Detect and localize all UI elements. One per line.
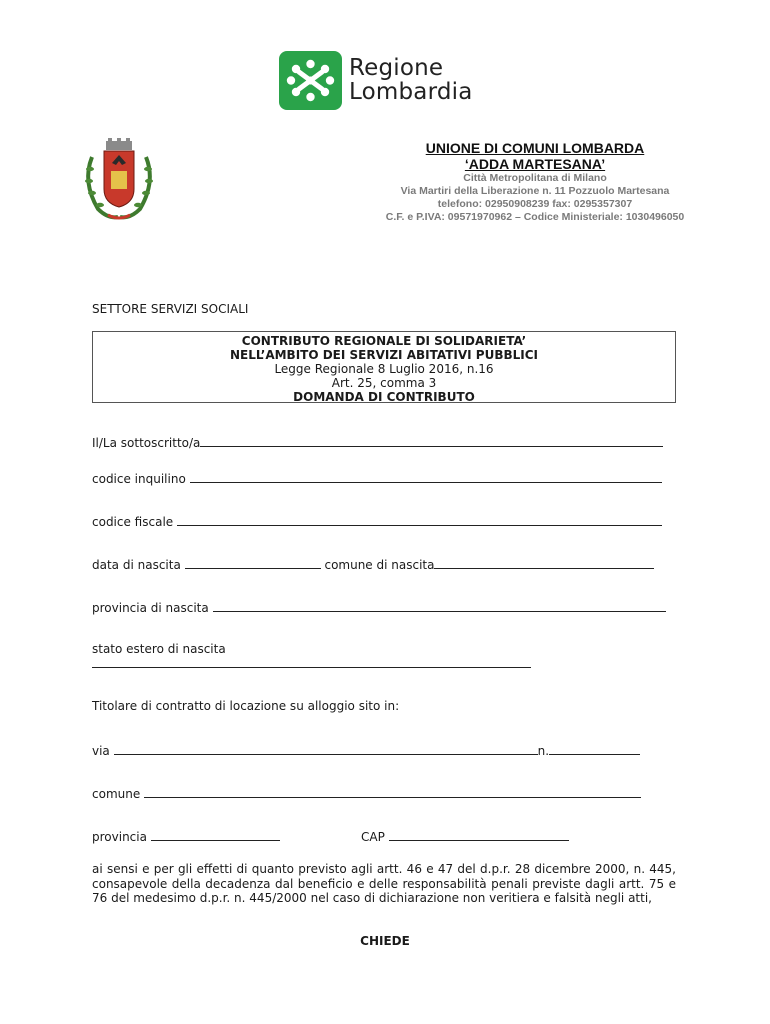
field-sottoscritto <box>92 434 663 450</box>
rose-camuna-icon <box>279 51 342 110</box>
municipal-crest <box>78 137 160 223</box>
label-titolare: Titolare di contratto di locazione su alloggio sito in: <box>92 699 400 713</box>
box-line-2: NELL’AMBITO DEI SERVIZI ABITATIVI PUBBLICI <box>229 348 538 362</box>
logo-line-2: Lombardia <box>349 79 473 105</box>
regione-lombardia-logo <box>279 51 342 110</box>
header-tax-codes: C.F. e P.IVA: 09571970962 – Codice Ministeriale: 1030496050 <box>385 211 685 223</box>
header-phone-fax: telefono: 02950908239 fax: 0295357307 <box>437 198 633 210</box>
box-line-1: CONTRIBUTO REGIONALE DI SOLIDARIETA’ <box>241 334 527 348</box>
input-data-nascita[interactable] <box>185 556 321 569</box>
label-codice-inquilino: codice inquilino <box>92 472 186 486</box>
input-cap[interactable] <box>389 828 569 841</box>
chiede-heading: CHIEDE <box>360 934 410 948</box>
label-stato-estero: stato estero di nascita <box>92 642 226 656</box>
input-codice-fiscale[interactable] <box>177 513 662 526</box>
input-stato-estero[interactable] <box>92 656 531 668</box>
field-codice-inquilino <box>92 470 662 486</box>
label-cap: CAP <box>361 830 385 844</box>
header-address: Via Martiri della Liberazione n. 11 Pozzuolo Martesana <box>400 185 670 197</box>
field-via <box>92 742 640 758</box>
label-provincia: provincia <box>92 830 147 844</box>
label-numero: n. <box>537 744 550 758</box>
input-via[interactable] <box>114 742 538 755</box>
field-provincia <box>92 828 280 844</box>
label-comune-nascita: comune di nascita <box>324 558 435 572</box>
department-label: SETTORE SERVIZI SOCIALI <box>92 302 249 316</box>
field-codice-fiscale <box>92 513 662 529</box>
field-cap <box>361 828 569 844</box>
logo-wordmark <box>349 56 473 104</box>
label-via: via <box>92 744 110 758</box>
input-provincia[interactable] <box>151 828 280 841</box>
logo-line-1: Regione <box>349 55 444 81</box>
form-title-box <box>92 331 676 403</box>
field-comune <box>92 785 641 801</box>
header-city: Città Metropolitana di Milano <box>463 172 607 184</box>
input-provincia-nascita[interactable] <box>213 599 666 612</box>
input-numero[interactable] <box>549 742 640 755</box>
box-line-4: Art. 25, comma 3 <box>331 376 437 390</box>
input-comune-nascita[interactable] <box>434 556 654 569</box>
input-comune[interactable] <box>144 785 641 798</box>
label-codice-fiscale: codice fiscale <box>92 515 174 529</box>
input-codice-inquilino[interactable] <box>190 470 662 483</box>
label-data-nascita: data di nascita <box>92 558 181 572</box>
input-sottoscritto[interactable] <box>200 434 663 447</box>
label-provincia-nascita: provincia di nascita <box>92 601 209 615</box>
label-comune: comune <box>92 787 141 801</box>
box-line-5: DOMANDA DI CONTRIBUTO <box>293 390 475 404</box>
box-line-3: Legge Regionale 8 Luglio 2016, n.16 <box>274 362 494 376</box>
field-nascita <box>92 556 654 572</box>
union-subtitle: ‘ADDA MARTESANA’ <box>464 156 606 172</box>
declaration-paragraph: ai sensi e per gli effetti di quanto previsto agli artt. 46 e 47 del d.p.r. 28 dicembre 2000, n. 445, consapevole della decadenza dal beneficio e delle responsabilità penali previste dagli artt. 75 e 76 del medesimo d.p.r. n. 445/2000 nel caso di dichiarazione non veritiera e falsità negli atti, <box>92 862 676 905</box>
label-sottoscritto: Il/La sottoscritto/a <box>92 436 201 450</box>
field-provincia-nascita <box>92 599 666 615</box>
union-title: UNIONE DI COMUNI LOMBARDA <box>425 140 645 156</box>
